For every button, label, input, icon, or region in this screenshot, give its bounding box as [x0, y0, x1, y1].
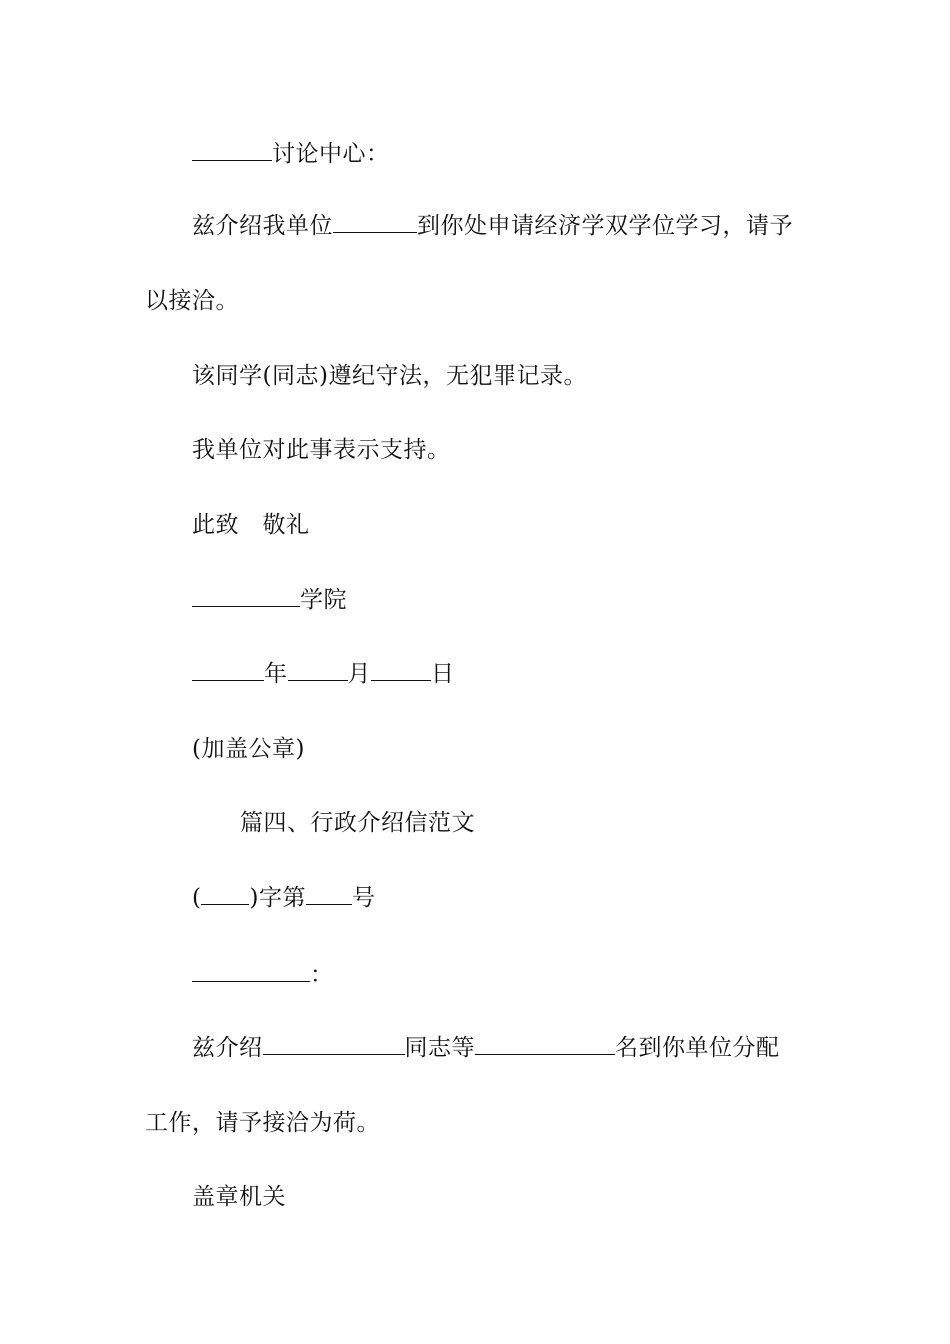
- section-title: 篇四、行政介绍信范文: [240, 810, 475, 836]
- blank-field: [192, 159, 272, 161]
- conduct-line: [192, 361, 587, 391]
- college-line: [192, 585, 347, 615]
- seal-note-line: [192, 734, 305, 764]
- support-line: [192, 435, 451, 465]
- blank-field: [371, 679, 431, 681]
- seal-note-text: (加盖公章): [192, 736, 305, 762]
- ref-end: 号: [351, 885, 376, 911]
- stamp-org-text: 盖章机关: [192, 1184, 286, 1210]
- blank-field: [192, 679, 264, 681]
- intro-prefix: 兹介绍我单位: [192, 213, 333, 239]
- support-text: 我单位对此事表示支持。: [192, 437, 451, 463]
- year-label: 年: [264, 661, 288, 687]
- blank-field: [201, 903, 249, 905]
- closing-text: 此致 敬礼: [192, 512, 310, 538]
- ref-number-line: [192, 883, 375, 913]
- month-label: 月: [347, 661, 371, 687]
- intro-line-2: [145, 286, 239, 316]
- blank-field: [333, 231, 417, 233]
- conduct-text: 该同学(同志)遵纪守法，无犯罪记录。: [192, 363, 587, 389]
- salutation-line: [192, 139, 390, 169]
- blank-field: [263, 1053, 405, 1055]
- stamp-org-line: [192, 1182, 286, 1212]
- recipient-line: [192, 960, 334, 990]
- blank-field: [475, 1053, 615, 1055]
- intro-continuation: 以接洽。: [145, 288, 239, 314]
- blank-field: [192, 980, 310, 982]
- day-label: 日: [431, 661, 455, 687]
- intro-suffix: 到你处申请经济学双学位学习，请予: [417, 213, 793, 239]
- intro2-continuation: 工作，请予接洽为荷。: [145, 1110, 380, 1136]
- intro2-middle: 同志等: [404, 1035, 475, 1061]
- intro-line-1: [192, 211, 793, 241]
- blank-field: [306, 903, 352, 905]
- salutation-text: 讨论中心：: [272, 141, 390, 167]
- ref-mid: )字第: [249, 885, 306, 911]
- ref-open: (: [192, 885, 202, 911]
- blank-field: [288, 679, 348, 681]
- intro2-line-1: [192, 1033, 780, 1063]
- date-line: [192, 659, 455, 689]
- section-title-line: [240, 808, 475, 838]
- recipient-colon: ：: [310, 962, 334, 988]
- intro2-line-2: [145, 1108, 380, 1138]
- intro2-prefix: 兹介绍: [192, 1035, 263, 1061]
- blank-field: [192, 605, 300, 607]
- closing-line: [192, 510, 310, 540]
- college-text: 学院: [300, 587, 347, 613]
- intro2-suffix: 名到你单位分配: [615, 1035, 780, 1061]
